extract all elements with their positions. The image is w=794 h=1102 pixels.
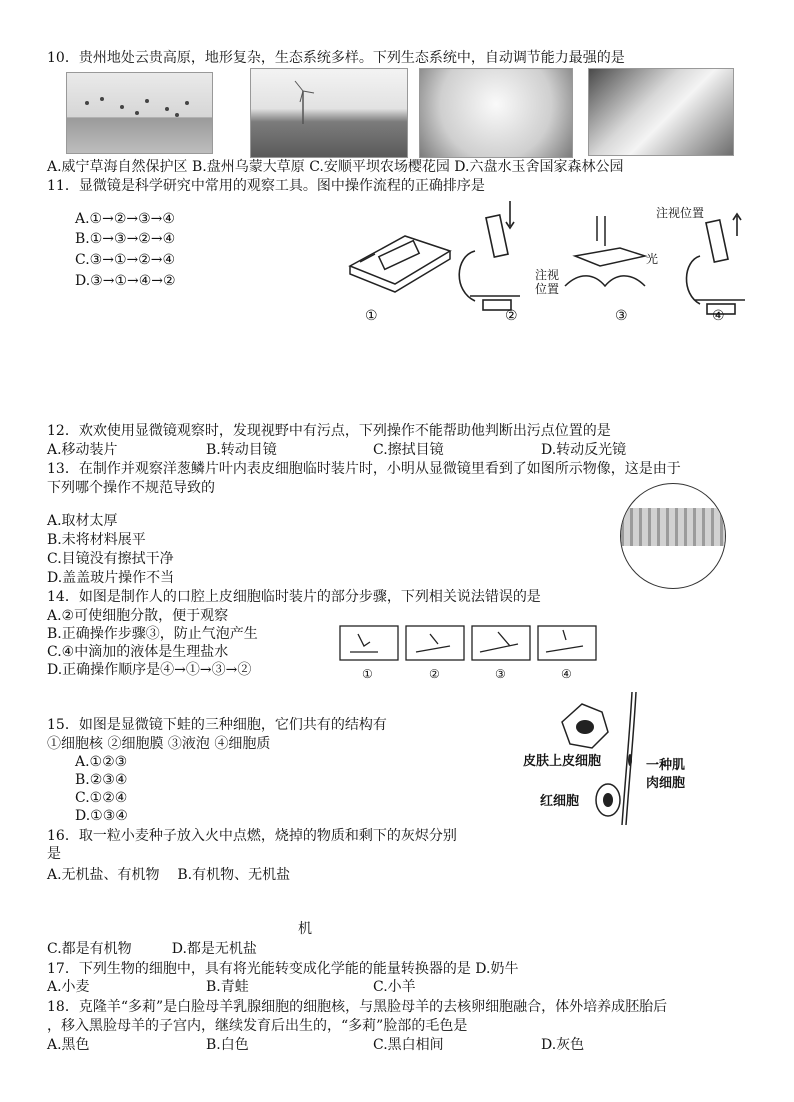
q18-option-a: A.黑色 xyxy=(47,1037,90,1053)
q15-option-b: B.②③④ xyxy=(75,772,128,788)
q12-option-b: B.转动目镜 xyxy=(206,442,277,458)
q17-stem: 17．下列生物的细胞中，具有将光能转变成化学能的能量转换器的是 D.奶牛 xyxy=(47,961,519,977)
q11-light-note: 光 xyxy=(646,252,659,266)
q14-option-b: B.正确操作步骤③，防止气泡产生 xyxy=(47,626,258,642)
rbc-nucleus xyxy=(603,793,613,807)
label-muscle-1: 一种肌 xyxy=(646,758,686,773)
grassland-photo xyxy=(250,68,408,158)
muscle-cell-nucleus xyxy=(628,754,632,766)
q10-stem: 10．贵州地处云贵高原，地形复杂，生态系统多样。下列生态系统中，自动调节能力最强的是 xyxy=(47,50,625,66)
q15-option-a: A.①②③ xyxy=(75,754,128,770)
q15-option-c: C.①②④ xyxy=(75,790,128,806)
q11-stem: 11．显微镜是科学研究中常用的观察工具。图中操作流程的正确排序是 xyxy=(47,178,485,194)
q16-stray-char: 机 xyxy=(298,921,312,937)
q17-option-a: A.小麦 xyxy=(47,979,90,995)
overlapping-cells-band xyxy=(621,508,725,546)
step2-box xyxy=(406,626,464,660)
q11-fig-label-3: ③ xyxy=(615,308,628,324)
q12-option-a: A.移动装片 xyxy=(47,442,118,458)
q13-stem-1: 13．在制作并观察洋葱鳞片叶内表皮细胞临时装片时，小明从显微镜里看到了如图所示物像，这是由于 xyxy=(47,461,681,477)
q13-option-d: D.盖盖玻片操作不当 xyxy=(47,570,175,586)
q12-stem: 12．欢欢使用显微镜观察时，发现视野中有污点，下列操作不能帮助他判断出污点位置的是 xyxy=(47,423,611,439)
step3-box xyxy=(472,626,530,660)
q11-watch-note-top: 注视位置 xyxy=(656,206,705,220)
q13-option-c: C.目镜没有擦拭干净 xyxy=(47,551,174,567)
smear-icon xyxy=(416,634,450,652)
q16-stem-2: 是 xyxy=(47,846,61,862)
q18-option-b: B.白色 xyxy=(206,1037,249,1053)
q10-options: A.威宁草海自然保护区 B.盘州乌蒙大草原 C.安顺平坝农场樱花园 D.六盘水玉舍国家森林公园 xyxy=(47,159,624,175)
skin-cell-nucleus xyxy=(576,720,594,734)
microscope-raising-icon xyxy=(686,214,745,314)
step4-box xyxy=(538,626,596,660)
q14-fig-label-1: ① xyxy=(362,667,373,681)
q11-option-d: D.③→①→④→② xyxy=(75,273,176,289)
q18-stem-1: 18．克隆羊“多莉”是白脸母羊乳腺细胞的细胞核，与黑脸母羊的去核卵细胞融合，体外培养成胚胎后 xyxy=(47,999,668,1015)
q14-option-c: C.④中滴加的液体是生理盐水 xyxy=(47,644,229,660)
q18-stem-2: ，移入黑脸母羊的子宫内，继续发育后出生的，“多莉”脸部的毛色是 xyxy=(47,1018,468,1034)
q18-option-d: D.灰色 xyxy=(541,1037,585,1053)
label-skin-cell: 皮肤上皮细胞 xyxy=(523,754,602,769)
label-red-blood-cell: 红细胞 xyxy=(540,794,580,809)
slide-prep-steps-figure xyxy=(338,624,598,664)
q13-stem-2: 下列哪个操作不规范导致的 xyxy=(47,480,215,496)
q14-option-a: A.②可使细胞分散，便于观察 xyxy=(47,608,229,624)
cherry-garden-photo xyxy=(419,68,573,158)
q13-option-b: B.未将材料展平 xyxy=(47,532,146,548)
q16-stem-1: 16．取一粒小麦种子放入火中点燃，烧掉的物质和剩下的灰烬分别 xyxy=(47,828,457,844)
microscope-lowering-icon xyxy=(459,201,520,310)
q16-options-ab: A.无机盐、有机物 B.有机物、无机盐 xyxy=(47,867,291,883)
q11-watch-note: 注视 位置 xyxy=(535,268,560,296)
q11-fig-label-2: ② xyxy=(505,308,518,324)
slide-placement-icon xyxy=(350,236,450,292)
q18-option-c: C.黑白相间 xyxy=(373,1037,444,1053)
q11-fig-label-1: ① xyxy=(365,308,378,324)
q16-options-cd: C.都是有机物 D.都是无机盐 xyxy=(47,941,257,957)
wind-turbine-icon xyxy=(251,69,407,157)
q14-fig-label-4: ④ xyxy=(561,667,572,681)
q11-option-c: C.③→①→②→④ xyxy=(75,252,176,268)
drop-icon xyxy=(546,630,583,652)
coverslip-icon xyxy=(480,632,518,652)
q14-stem: 14．如图是制作人的口腔上皮细胞临时装片的部分步骤，下列相关说法错误的是 xyxy=(47,589,541,605)
q15-option-d: D.①③④ xyxy=(75,808,128,824)
q15-stem: 15．如图是显微镜下蛙的三种细胞，它们共有的结构有 xyxy=(47,717,387,733)
coverslip-hands-icon xyxy=(565,216,645,286)
q11-option-b: B.①→③→②→④ xyxy=(75,231,176,247)
q11-option-a: A.①→②→③→④ xyxy=(75,211,175,227)
q11-fig-label-4: ④ xyxy=(712,308,725,324)
q14-fig-label-2: ② xyxy=(429,667,440,681)
microscope-view-circle xyxy=(620,483,726,589)
wetland-photo xyxy=(66,72,213,154)
q12-option-d: D.转动反光镜 xyxy=(541,442,627,458)
q14-fig-label-3: ③ xyxy=(495,667,506,681)
label-muscle-2: 肉细胞 xyxy=(646,776,686,791)
q17-option-c: C.小羊 xyxy=(373,979,416,995)
q13-option-a: A.取材太厚 xyxy=(47,513,118,529)
scrape-icon xyxy=(350,634,378,652)
q17-option-b: B.青蛙 xyxy=(206,979,249,995)
forest-park-photo xyxy=(588,68,734,156)
q15-items: ①细胞核 ②细胞膜 ③液泡 ④细胞质 xyxy=(47,736,271,752)
bird-flock-icon xyxy=(67,73,212,153)
q14-option-d: D.正确操作顺序是④→①→③→② xyxy=(47,662,252,678)
q12-option-c: C.擦拭目镜 xyxy=(373,442,444,458)
